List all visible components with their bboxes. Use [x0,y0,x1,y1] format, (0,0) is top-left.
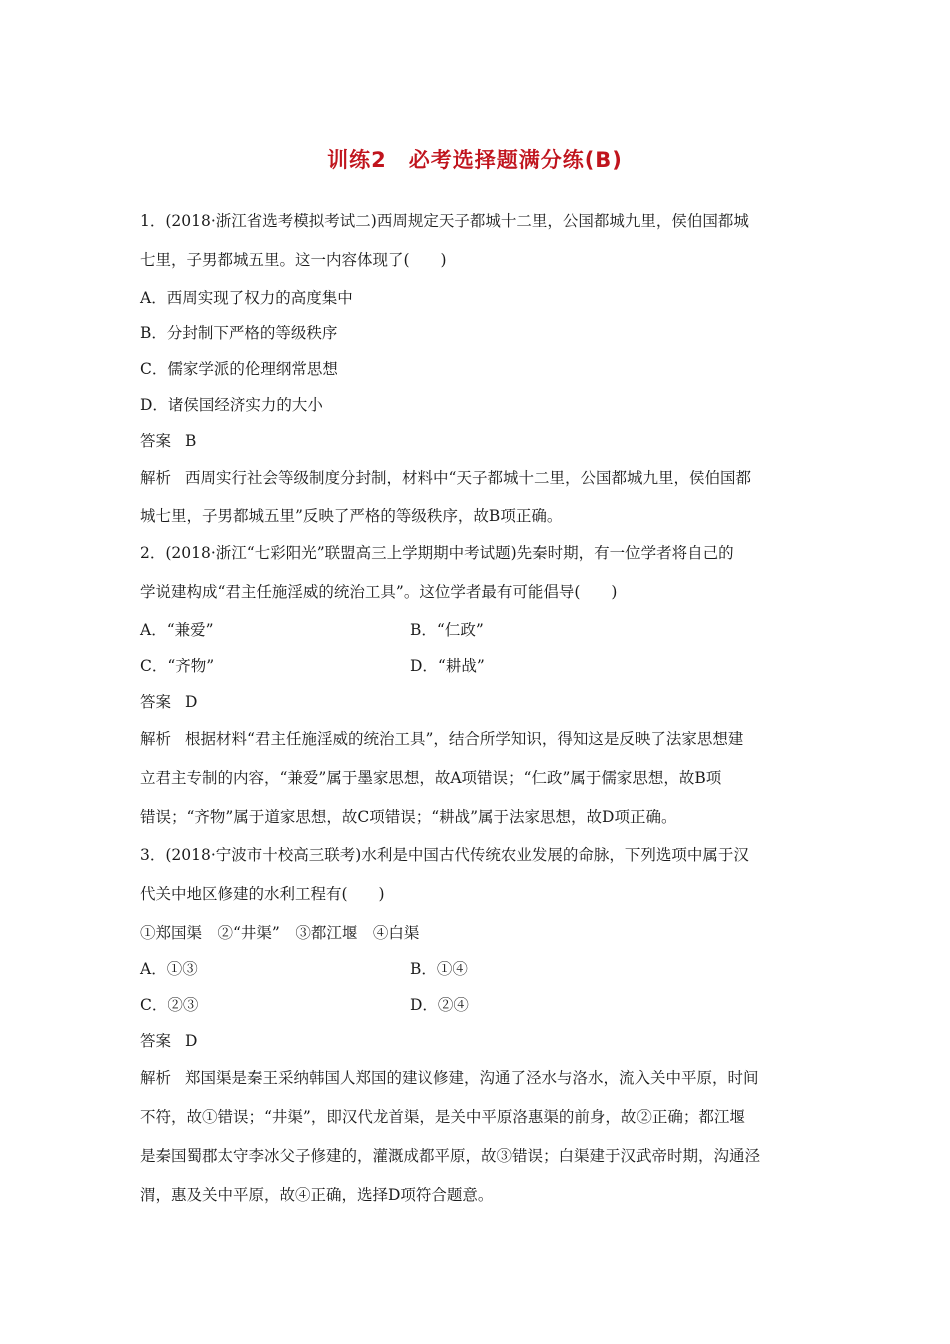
q1-analysis-line2: 城七里，子男都城五里”反映了严格的等级秩序，故B项正确。 [140,507,563,525]
q2-analysis-line3: 错误；“齐物”属于道家思想，故C项错误；“耕战”属于法家思想，故D项正确。 [140,808,677,826]
q3-items: ①郑国渠 ②“井渠” ③都江堰 ④白渠 [140,924,420,942]
q2-stem-line2: 学说建构成“君主任施淫威的统治工具”。这位学者最有可能倡导( ) [140,583,618,601]
analysis-text: 郑国渠是秦王采纳韩国人郑国的建议修建，沟通了泾水与洛水，流入关中平原，时间 [185,1069,759,1087]
q2-option-c: C．“齐物” [140,657,215,675]
q2-answer [140,691,820,713]
analysis-label: 解析 [140,730,172,748]
q3-analysis-line1 [140,1067,820,1089]
q3-stem-line2: 代关中地区修建的水利工程有( ) [140,885,385,903]
q1-stem-line1: 1．(2018·浙江省选考模拟考试二)西周规定天子都城十二里，公国都城九里，侯伯国都城 [140,212,749,230]
analysis-label: 解析 [140,1069,172,1087]
q1-option-a: A．西周实现了权力的高度集中 [140,289,353,307]
q3-analysis-line2: 不符，故①错误；“井渠”，即汉代龙首渠，是关中平原洛惠渠的前身，故②正确；都江堰 [140,1108,745,1126]
analysis-text: 根据材料“君主任施淫威的统治工具”，结合所学知识，得知这是反映了法家思想建 [185,730,744,748]
answer-label: 答案 [140,432,172,450]
page-title: 训练2 必考选择题满分练(B) [327,148,623,172]
q1-option-d: D．诸侯国经济实力的大小 [140,396,323,414]
answer-value: D [185,693,198,711]
q1-option-b: B．分封制下严格的等级秩序 [140,324,338,342]
q1-stem-line2: 七里，子男都城五里。这一内容体现了( ) [140,251,447,269]
q1-option-c: C．儒家学派的伦理纲常思想 [140,360,338,378]
q3-analysis-line3: 是秦国蜀郡太守李冰父子修建的，灌溉成都平原，故③错误；白渠建于汉武帝时期，沟通泾 [140,1147,761,1165]
q3-stem-line1: 3．(2018·宁波市十校高三联考)水利是中国古代传统农业发展的命脉，下列选项中属于汉 [140,846,749,864]
answer-label: 答案 [140,1032,172,1050]
q2-analysis-line1 [140,728,820,750]
answer-value: D [185,1032,198,1050]
q2-option-d: D．“耕战” [410,657,485,675]
answer-value: B [185,432,197,450]
q2-option-a: A．“兼爱” [140,621,214,639]
q1-answer [140,430,820,452]
q3-option-b: B．①④ [410,960,468,978]
q3-analysis-line4: 渭，惠及关中平原，故④正确，选择D项符合题意。 [140,1186,494,1204]
q3-answer [140,1030,820,1052]
q2-analysis-line2: 立君主专制的内容，“兼爱”属于墨家思想，故A项错误；“仁政”属于儒家思想，故B项 [140,769,722,787]
analysis-label: 解析 [140,469,172,487]
q2-option-b: B．“仁政” [410,621,484,639]
q3-option-a: A．①③ [140,960,198,978]
q2-stem-line1: 2．(2018·浙江“七彩阳光”联盟高三上学期期中考试题)先秦时期，有一位学者将自己的 [140,544,734,562]
q3-option-d: D．②④ [410,996,469,1014]
q3-option-c: C．②③ [140,996,199,1014]
analysis-text: 西周实行社会等级制度分封制，材料中“天子都城十二里，公国都城九里，侯伯国都 [185,469,751,487]
q1-analysis-line1 [140,467,820,489]
answer-label: 答案 [140,693,172,711]
